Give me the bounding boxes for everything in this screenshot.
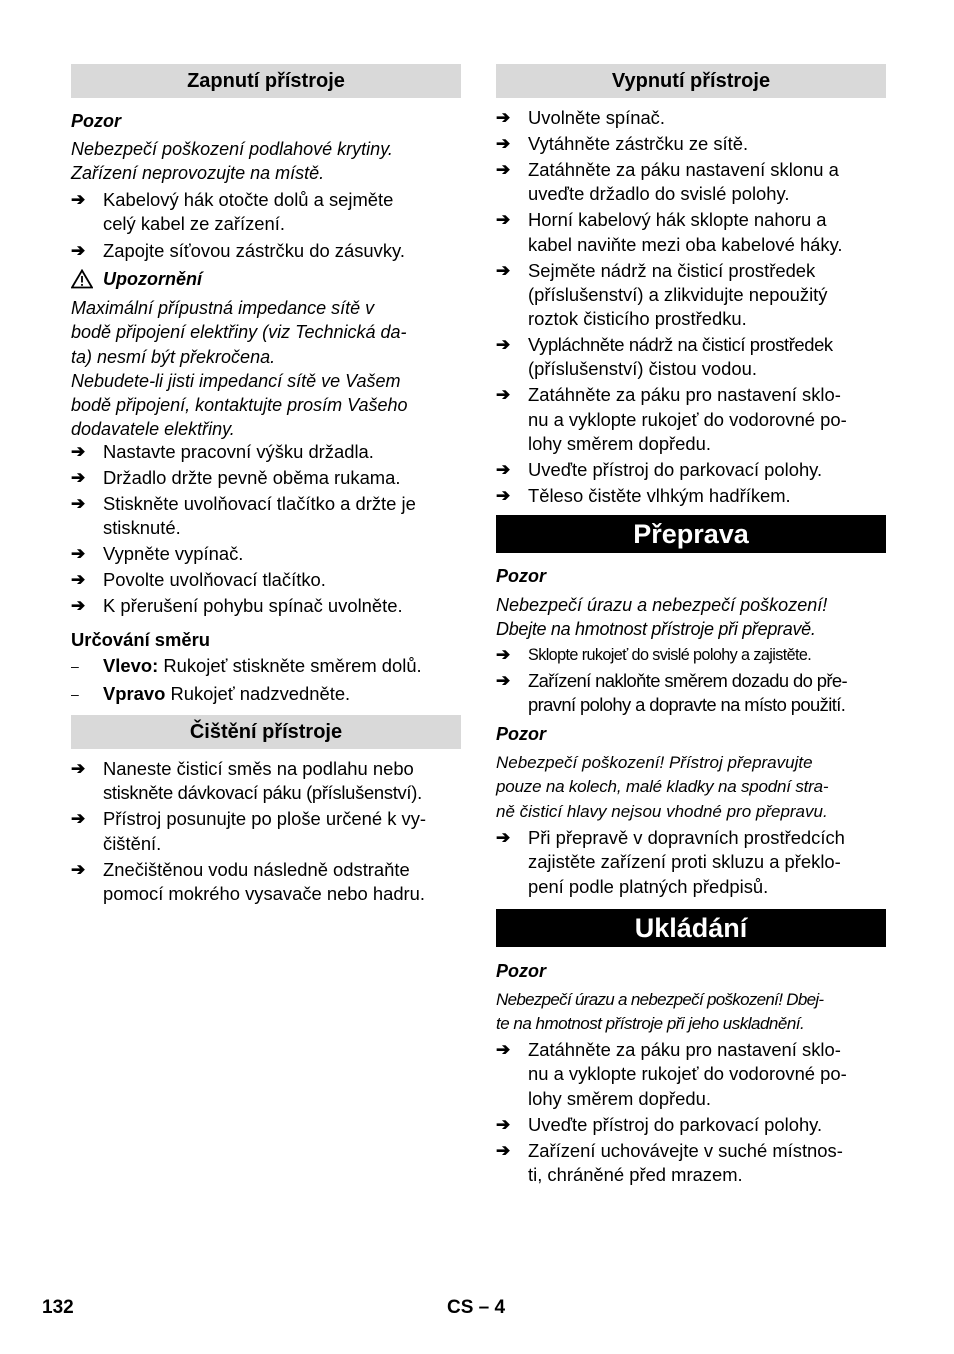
- text-line: pouze na kolech, malé kladky na spodní stra-: [496, 777, 829, 797]
- list-item: ➔ K přerušení pohybu spínač uvolněte.: [71, 594, 461, 618]
- pozor-label: Pozor: [496, 566, 547, 586]
- list-item: ➔ Vytáhněte zástrčku ze sítě.: [496, 132, 886, 156]
- dash-list: [71, 654, 461, 707]
- text-line: Nebezpečí úrazu a nebezpečí poškození! Dbej-: [496, 990, 824, 1009]
- list-item: ➔ Zatáhněte za páku pro nastavení sklo- nu a vyklopte rukojeť do vodorovné po- lohy směrem dopředu.: [496, 1038, 886, 1111]
- arrow-right-icon: [71, 466, 103, 490]
- text-line: te na hmotnost přístroje při jeho uskladnění.: [496, 1014, 805, 1034]
- pozor-text: [496, 593, 886, 642]
- list-item: – Vpravo Rukojeť nadzvedněte.: [71, 682, 461, 706]
- pozor-label: Pozor: [496, 961, 547, 981]
- text-line: dodavatele elektřiny.: [71, 419, 235, 440]
- list-item: ➔ Uvolněte spínač.: [496, 106, 886, 130]
- list-item: ➔ Zatáhněte za páku pro nastavení sklo- nu a vyklopte rukojeť do vodorovné po- lohy směrem dopředu.: [496, 383, 886, 456]
- arrow-right-icon: [71, 542, 103, 566]
- text-line: Nebezpečí poškození podlahové krytiny.: [71, 139, 393, 159]
- step-list: [496, 826, 886, 899]
- section-title-ukladani: [496, 909, 886, 947]
- text-line: Nebezpečí poškození! Přístroj přepravujte: [496, 753, 813, 772]
- list-item: ➔ Zařízení nakloňte směrem dozadu do pře- pravní polohy a dopravte na místo použití.: [496, 669, 886, 718]
- section-title: Ukládání: [634, 912, 748, 943]
- list-item: ➔ Uveďte přístroj do parkovací polohy.: [496, 1113, 886, 1137]
- section-title: Zapnutí přístroje: [187, 69, 345, 92]
- list-item: ➔ Vypněte vypínač.: [71, 542, 461, 566]
- list-item: ➔ Horní kabelový hák sklopte nahoru a kabel naviňte mezi oba kabelové háky.: [496, 208, 886, 257]
- arrow-right-icon: [496, 1113, 528, 1137]
- list-item: ➔ Sklopte rukojeť do svislé polohy a zajistěte.: [496, 643, 886, 667]
- arrow-right-icon: [71, 858, 103, 907]
- pozor-text: [71, 137, 461, 186]
- list-item: – Vlevo: Rukojeť stiskněte směrem dolů.: [71, 654, 461, 678]
- arrow-right-icon: [496, 458, 528, 482]
- subheading-smer: Určování směru: [71, 629, 211, 650]
- arrow-right-icon: [496, 259, 528, 332]
- text-line: bodě připojení elektřiny (viz Technická da-: [71, 322, 407, 343]
- list-item: ➔ Nastavte pracovní výšku držadla.: [71, 440, 461, 464]
- arrow-right-icon: [496, 208, 528, 257]
- step-list: [71, 757, 461, 906]
- step-list: [496, 643, 886, 718]
- arrow-right-icon: [71, 568, 103, 592]
- upozorneni-text: [71, 296, 461, 442]
- dash-bullet: –: [71, 686, 79, 703]
- list-item: ➔ Těleso čistěte vlhkým hadříkem.: [496, 484, 886, 508]
- arrow-right-icon: [496, 669, 528, 718]
- arrow-right-icon: [71, 807, 103, 856]
- step-list: [496, 106, 886, 508]
- upozorneni-label: Upozornění: [103, 269, 202, 289]
- warning-triangle-icon: [71, 269, 93, 289]
- text-line: bodě připojení, kontaktujte prosím Vašeho: [71, 395, 408, 416]
- section-header-vypnuti: [496, 64, 886, 98]
- footer-lang-page: CS – 4: [447, 1297, 506, 1318]
- text-line: Nebudete-li jisti impedancí sítě ve Vašem: [71, 370, 401, 391]
- list-item: ➔ Vypláchněte nádrž na čisticí prostředek (příslušenství) čistou vodou.: [496, 333, 886, 382]
- upozorneni-heading: [71, 267, 461, 291]
- section-header-cisteni: [71, 715, 461, 749]
- list-item: ➔ Naneste čisticí směs na podlahu nebo stiskněte dávkovací páku (příslušenství).: [71, 757, 461, 806]
- pozor-text: [496, 751, 886, 824]
- page-number: 132: [42, 1297, 74, 1318]
- arrow-right-icon: [496, 643, 528, 667]
- list-item: ➔ Povolte uvolňovací tlačítko.: [71, 568, 461, 592]
- arrow-right-icon: [71, 188, 103, 237]
- arrow-right-icon: [496, 1139, 528, 1188]
- pozor-text: [496, 988, 886, 1037]
- list-item: ➔ Při přepravě v dopravních prostředcích zajistěte zařízení proti skluzu a překlo- pení podle platných předpisů.: [496, 826, 886, 899]
- arrow-right-icon: [496, 333, 528, 382]
- arrow-right-icon: [496, 1038, 528, 1111]
- arrow-right-icon: [71, 440, 103, 464]
- list-item: ➔ Sejměte nádrž na čisticí prostředek (příslušenství) a zlikvidujte nepoužitý roztok čisticího prostředku.: [496, 259, 886, 332]
- arrow-right-icon: [496, 826, 528, 899]
- list-item: ➔ Uveďte přístroj do parkovací polohy.: [496, 458, 886, 482]
- arrow-right-icon: [496, 132, 528, 156]
- list-item: ➔ Kabelový hák otočte dolů a sejměte celý kabel ze zařízení.: [71, 188, 461, 237]
- list-item: ➔ Stiskněte uvolňovací tlačítko a držte je stisknuté.: [71, 492, 461, 541]
- text-line: ně čisticí hlavy nejsou vhodné pro přepravu.: [496, 801, 828, 821]
- text-line: Zařízení neprovozujte na místě.: [71, 163, 325, 184]
- step-list: [71, 440, 461, 619]
- arrow-right-icon: [496, 158, 528, 207]
- arrow-right-icon: [496, 106, 528, 130]
- arrow-right-icon: [71, 757, 103, 806]
- section-title: Vypnutí přístroje: [611, 69, 771, 92]
- list-item: ➔ Držadlo držte pevně oběma rukama.: [71, 466, 461, 490]
- step-list: [71, 188, 461, 263]
- arrow-right-icon: [496, 383, 528, 456]
- section-title-preprava: [496, 515, 886, 553]
- step-list: [496, 1038, 886, 1187]
- list-item: ➔ Zatáhněte za páku nastavení sklonu a uveďte držadlo do svislé polohy.: [496, 158, 886, 207]
- list-item: ➔ Přístroj posunujte po ploše určené k vy- čištění.: [71, 807, 461, 856]
- arrow-right-icon: [71, 239, 103, 263]
- text-line: Dbejte na hmotnost přístroje při přepravě.: [496, 619, 816, 640]
- text-line: ta) nesmí být překročena.: [71, 346, 276, 367]
- pozor-label: Pozor: [496, 724, 547, 744]
- section-header-zapnuti: [71, 64, 461, 98]
- arrow-right-icon: [496, 484, 528, 508]
- list-item: ➔ Zapojte síťovou zástrčku do zásuvky.: [71, 239, 461, 263]
- section-title: Čištění přístroje: [189, 720, 343, 743]
- arrow-right-icon: [71, 594, 103, 618]
- list-item: ➔ Zařízení uchovávejte v suché místnos- ti, chráněné před mrazem.: [496, 1139, 886, 1188]
- pozor-label: Pozor: [71, 111, 122, 131]
- section-title: Přeprava: [633, 518, 749, 549]
- dash-bullet: –: [71, 658, 79, 674]
- text-line: Nebezpečí úrazu a nebezpečí poškození!: [496, 595, 828, 615]
- text-line: Maximální přípustná impedance sítě v: [71, 298, 375, 318]
- arrow-right-icon: [71, 492, 103, 541]
- list-item: ➔ Znečištěnou vodu následně odstraňte pomocí mokrého vysavače nebo hadru.: [71, 858, 461, 907]
